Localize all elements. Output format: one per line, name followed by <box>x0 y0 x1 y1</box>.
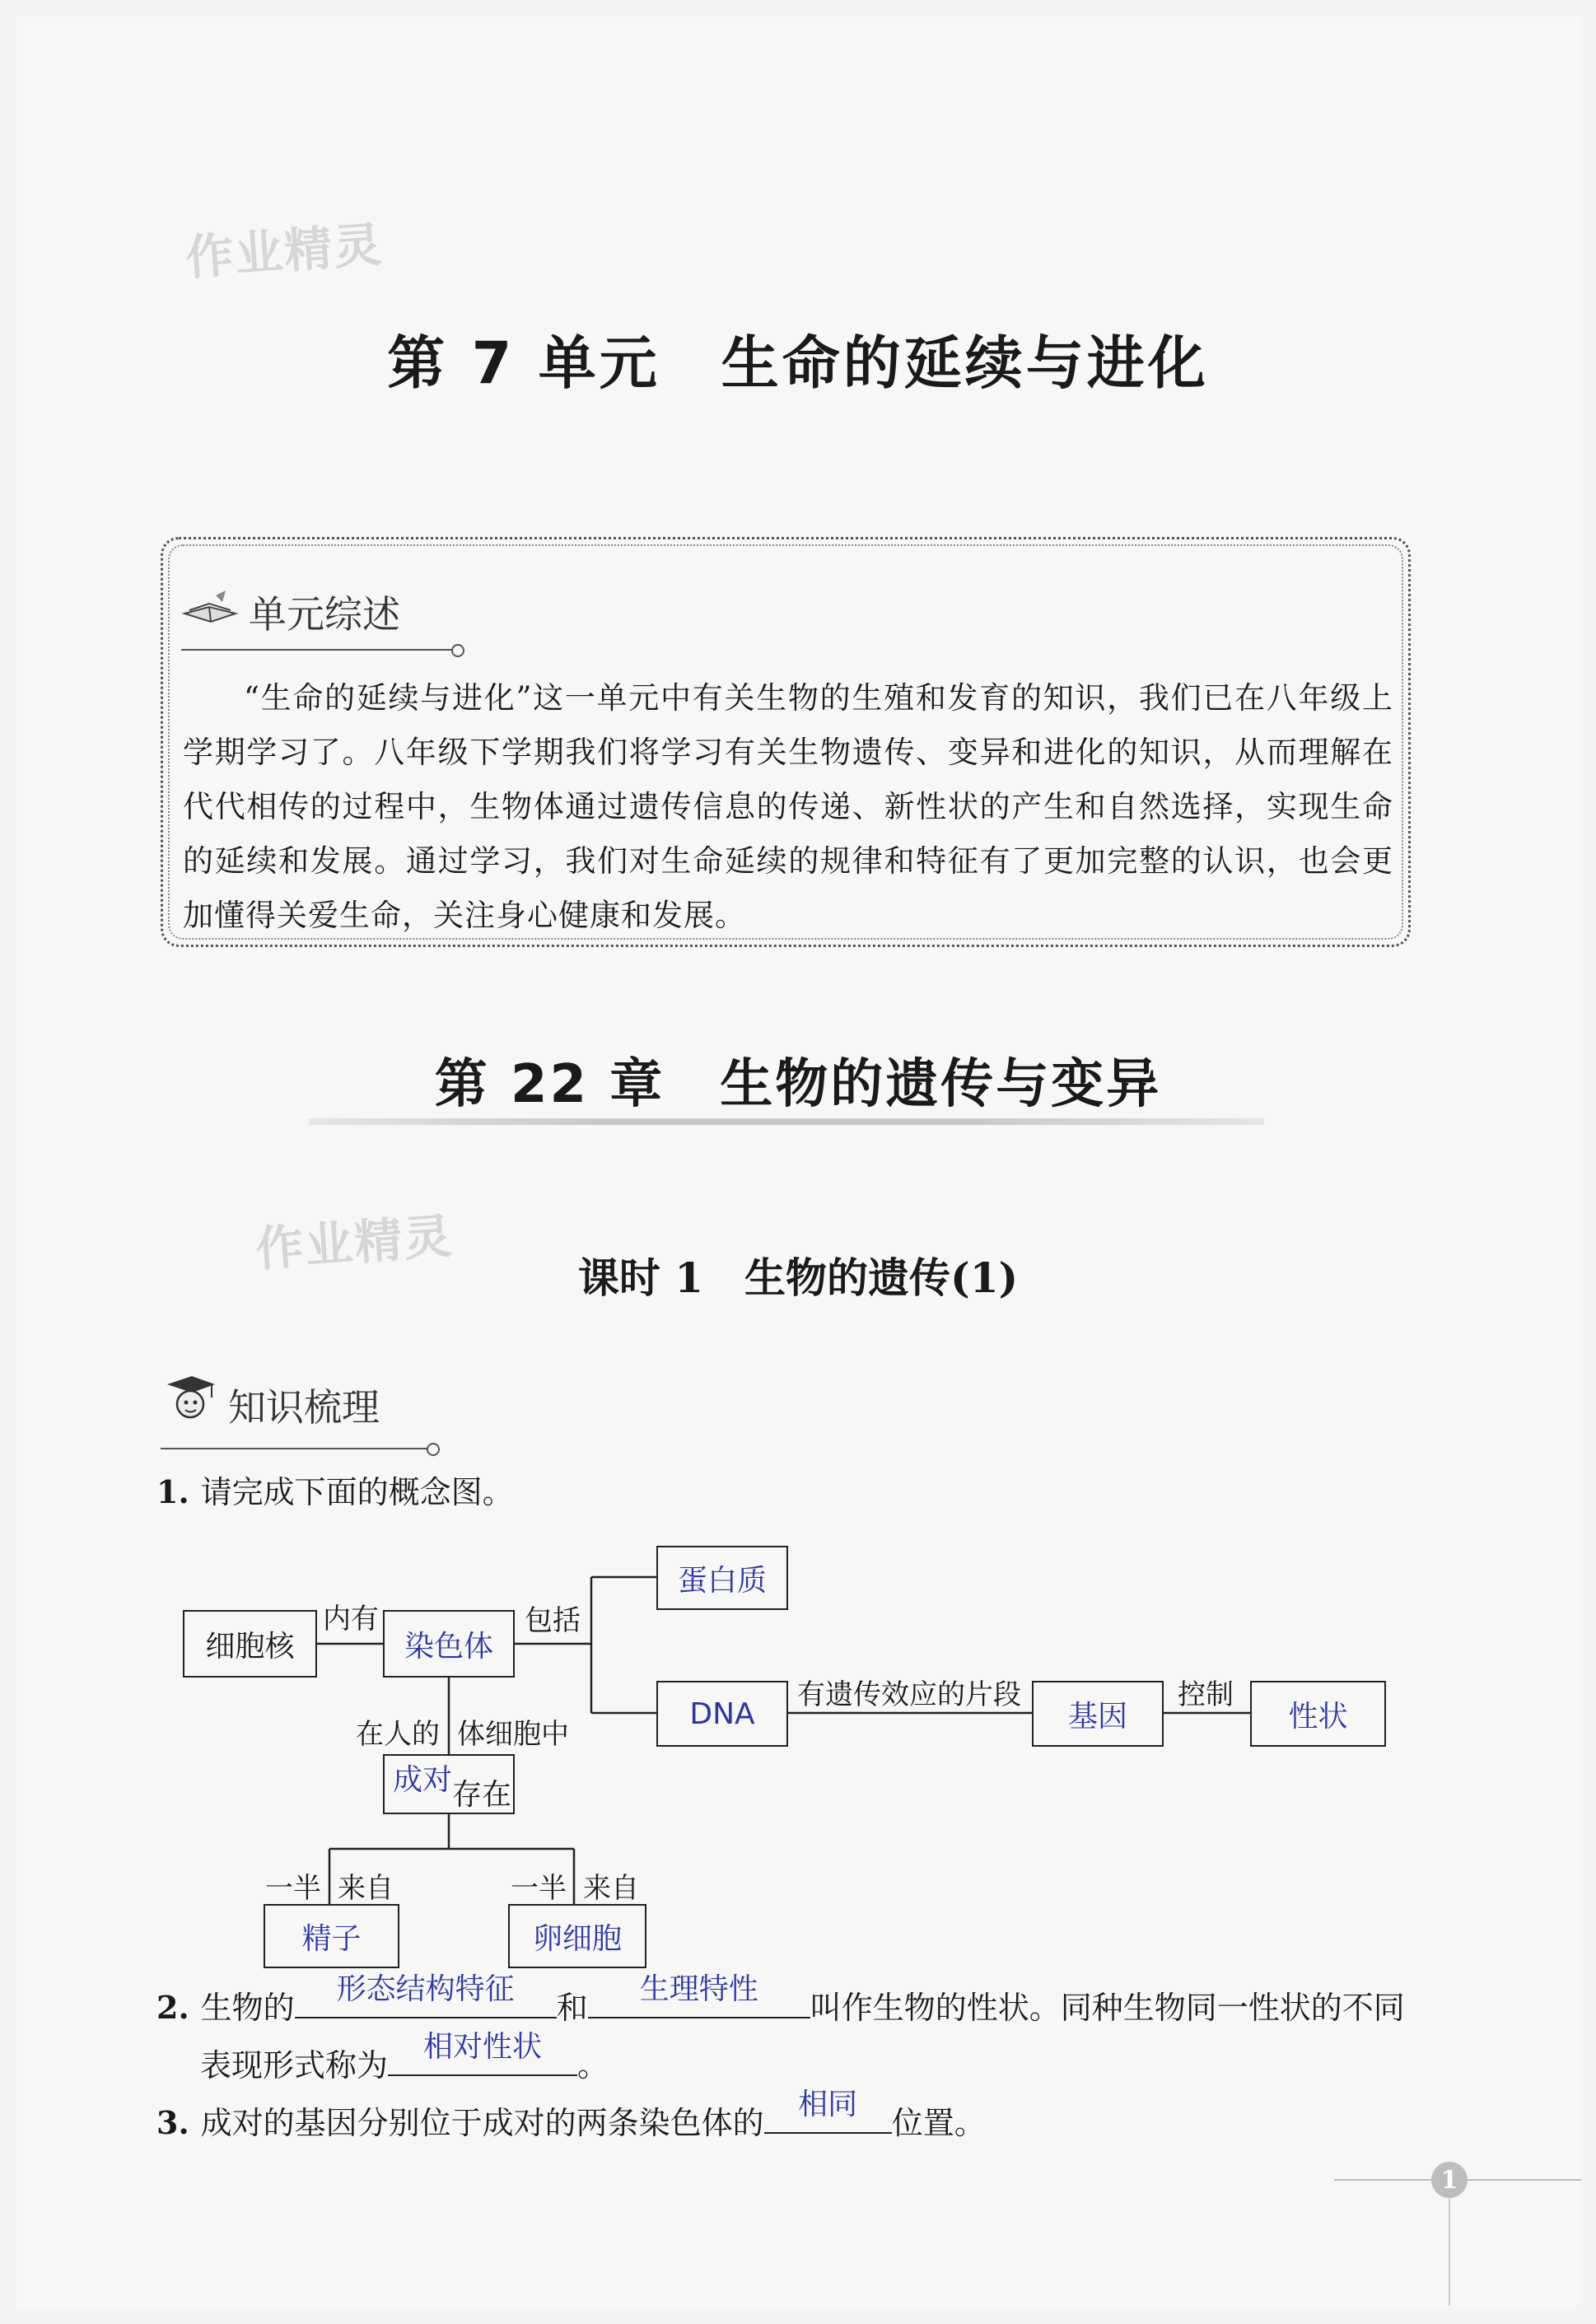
question-2-answer-2: 生理特性 <box>639 1972 758 2006</box>
box-dna: DNA <box>656 1681 788 1747</box>
question-3 <box>156 2088 986 2144</box>
question-3-blank <box>764 2088 892 2134</box>
question-1-text: 请完成下面的概念图。 <box>200 1474 514 1510</box>
box-paired-exists <box>383 1754 515 1814</box>
box-egg: 卵细胞 <box>508 1904 646 1968</box>
question-3-number: 3. <box>156 2104 189 2141</box>
question-2-pre: 生物的 <box>200 1990 295 2026</box>
page-number: 1 <box>1431 2162 1468 2198</box>
label-controls: 控制 <box>1178 1678 1234 1711</box>
question-2-line2-pre: 表现形式称为 <box>200 2047 389 2084</box>
question-2-blank-2 <box>588 1972 810 2018</box>
chapter-title: 第 22 章 生物的遗传与变异 <box>434 1054 1162 1115</box>
box-gene: 基因 <box>1032 1681 1164 1747</box>
question-1-number: 1. <box>156 1473 189 1510</box>
label-segment: 有遗传效应的片段 <box>797 1678 1021 1711</box>
lesson-title: 课时 1 生物的遗传(1) <box>577 1253 1019 1302</box>
box-nucleus: 细胞核 <box>183 1610 317 1678</box>
question-3-answer: 相同 <box>798 2088 858 2121</box>
summary-text: “生命的延续与进化”这一单元中有关生物的生殖和发育的知识，我们已在八年级上学期学习了。八年级下学期我们将学习有关生物遗传、变异和进化的知识，从而理解在代代相传的过程中，生物体通过遗传信息的传递、新性状的产生和自然选择，实现生命的延续和发展。通过学习，我们对生命延续的规律和特征有了更加完整的认识，也会更加懂得关爱生命，关注身心健康和发展。 <box>183 680 1393 933</box>
question-3-post: 位置。 <box>891 2105 986 2141</box>
question-2-answer-3: 相对性状 <box>423 2030 543 2064</box>
label-from-right: 来自 <box>583 1872 639 1905</box>
label-from-left: 来自 <box>338 1872 394 1905</box>
question-2-post: 叫作生物的性状。同种生物同一性状的不同 <box>810 1990 1405 2026</box>
label-in-human: 在人的 <box>356 1718 440 1751</box>
knowledge-heading-text: 知识梳理 <box>228 1384 380 1430</box>
watermark-middle: 作业精灵 <box>254 1207 455 1278</box>
label-contains: 内有 <box>323 1603 379 1636</box>
box-sperm: 精子 <box>264 1904 399 1968</box>
label-half-left: 一半 <box>265 1872 321 1905</box>
unit-title: 第 7 单元 生命的延续与进化 <box>387 329 1209 397</box>
label-body-cell: 体细胞中 <box>457 1718 569 1751</box>
question-2-number: 2. <box>156 1989 189 2026</box>
summary-heading-text: 单元综述 <box>249 592 400 637</box>
box-chromosome: 染色体 <box>383 1610 515 1678</box>
label-includes: 包括 <box>525 1604 581 1637</box>
box-paired-answer: 成对 <box>393 1763 453 1797</box>
question-2-line-1 <box>156 1972 1405 2028</box>
question-2-line-2 <box>200 2030 609 2086</box>
question-2-line2-post: 。 <box>577 2047 609 2084</box>
watermark-top: 作业精灵 <box>184 216 385 287</box>
question-2-mid: 和 <box>556 1990 588 2026</box>
box-exists-label: 存在 <box>452 1778 512 1812</box>
box-trait: 性状 <box>1250 1681 1386 1747</box>
label-half-right: 一半 <box>511 1872 567 1905</box>
question-2-blank-3 <box>388 2030 577 2076</box>
question-2-blank-1 <box>295 1972 557 2018</box>
question-3-pre: 成对的基因分别位于成对的两条染色体的 <box>200 2105 764 2141</box>
page-number-rule-vertical <box>1449 2199 1450 2306</box>
question-2-answer-1: 形态结构特征 <box>336 1972 515 2006</box>
box-protein: 蛋白质 <box>656 1546 788 1610</box>
